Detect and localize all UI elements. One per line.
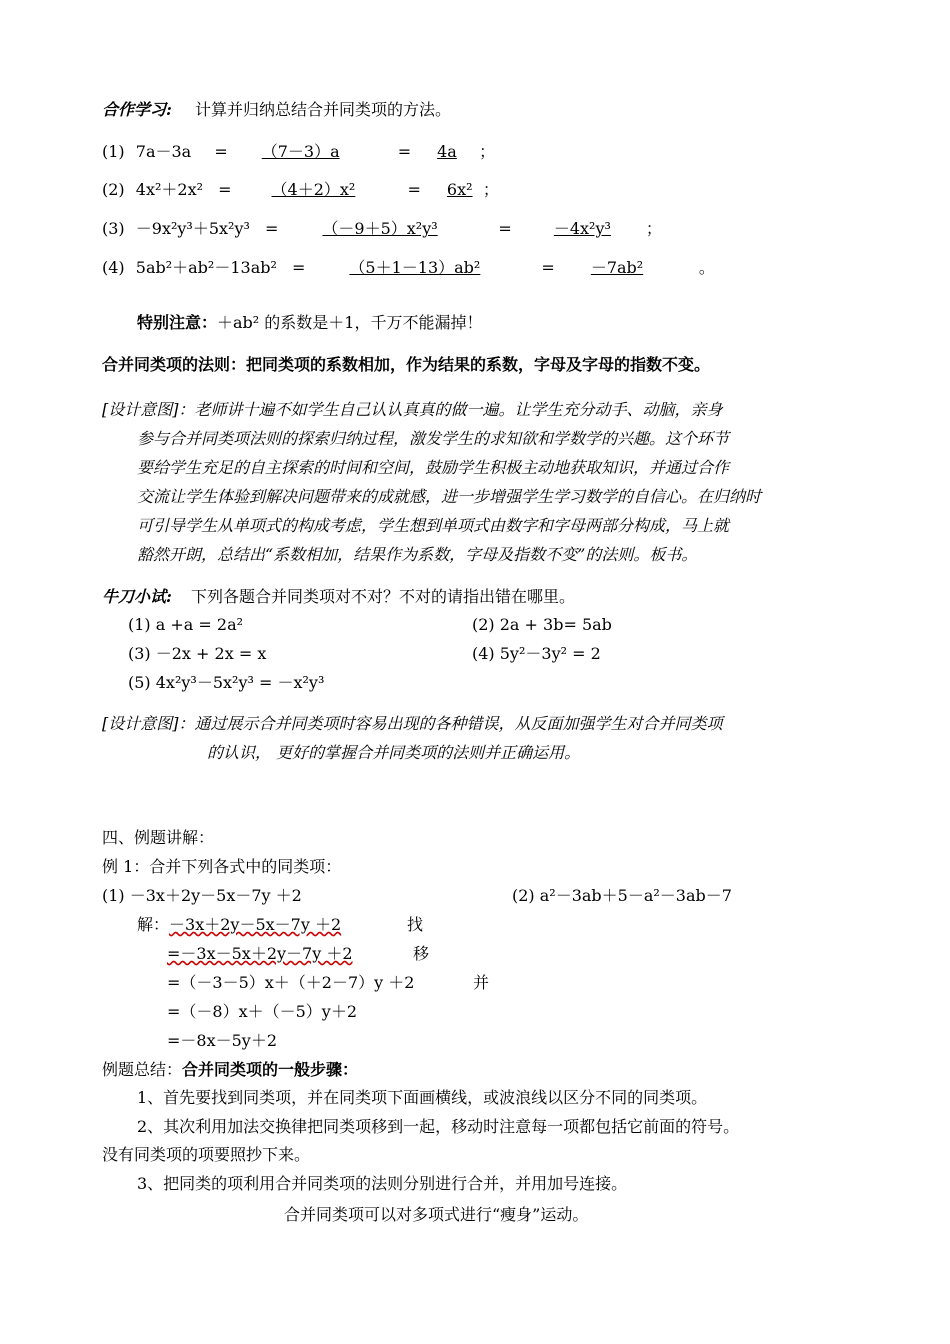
equals: =	[265, 219, 279, 238]
summary-item: 2、其次利用加法交换律把同类项移到一起，移动时注意每一项都包括它前面的符号。	[137, 1117, 740, 1136]
step-expr: =（－3－5）x＋（＋2－7）y ＋2	[167, 973, 415, 992]
equals: =	[407, 180, 421, 199]
design-intent-line: [设计意图]：通过展示合并同类项时容易出现的各种错误，从反面加强学生对合并同类项	[102, 714, 723, 733]
trial-item: (3) －2x + 2x = x	[128, 644, 267, 663]
summary-item: 1、首先要找到同类项，并在同类项下面画横线，或波浪线以区分不同的同类项。	[137, 1088, 708, 1107]
design-intent-line: 豁然开朗，总结出“系数相加，结果作为系数，字母及指数不变”的法则。板书。	[137, 545, 698, 564]
item-expr: －9x²y³＋5x²y³	[135, 219, 250, 238]
example-title: 例 1：合并下列各式中的同类项：	[102, 857, 342, 876]
equals: =	[214, 142, 228, 161]
coop-item-4	[102, 258, 715, 278]
closing-line: 合并同类项可以对多项式进行“瘦身”运动。	[284, 1205, 589, 1224]
solution-step-3	[167, 973, 490, 993]
equals: =	[498, 219, 512, 238]
item-num: (2)	[102, 180, 125, 199]
trial-heading	[102, 587, 575, 607]
coop-text: 计算并归纳总结合并同类项的方法。	[195, 100, 452, 119]
trial-text: 下列各题合并同类项对不对？不对的请指出错在哪里。	[191, 587, 576, 606]
trial-item: (4) 5y²－3y² = 2	[472, 644, 601, 663]
trial-item: (1) a +a = 2a²	[128, 615, 244, 634]
coop-item-1	[102, 142, 495, 162]
equals: =	[218, 180, 232, 199]
example-question-2: (2) a²－3ab＋5－a²－3ab－7	[512, 886, 732, 905]
summary-heading	[102, 1060, 358, 1080]
design-intent-line: 要给学生充足的自主探索的时间和空间，鼓励学生积极主动地获取知识，并通过合作	[137, 458, 730, 477]
item-res: －4x²y³	[553, 219, 611, 238]
trial-label: 牛刀小试:	[102, 587, 172, 606]
trial-item: (2) 2a + 3b= 5ab	[472, 615, 612, 634]
item-expr: 7a－3a	[135, 142, 192, 161]
punct: 。	[698, 258, 715, 277]
item-num: (4)	[102, 258, 125, 277]
solution-step-5	[167, 1031, 277, 1051]
item-res: 6x²	[446, 180, 473, 199]
item-expr: 4x²＋2x²	[135, 180, 204, 199]
step-expr: －3x＋2y－5x－7y ＋2	[169, 915, 342, 934]
coop-label: 合作学习:	[102, 100, 172, 119]
design-intent-line: [设计意图]：老师讲十遍不如学生自己认认真真的做一遍。让学生充分动手、动脑，亲身	[102, 400, 723, 419]
item-mid: （4＋2）x²	[271, 180, 356, 199]
punct: ；	[479, 142, 496, 161]
step-expr: =（－8）x＋（－5）y＋2	[167, 1002, 358, 1021]
item-mid: （5＋1－13）ab²	[349, 258, 481, 277]
punct: ；	[482, 180, 499, 199]
item-res: －7ab²	[590, 258, 644, 277]
design-intent-line: 交流让学生体验到解决问题带来的成就感，进一步增强学生学习数学的自信心。在归纳时	[137, 487, 762, 506]
note-label: 特别注意：	[137, 313, 218, 332]
summary-item: 3、把同类的项利用合并同类项的法则分别进行合并，并用加号连接。	[137, 1174, 628, 1193]
item-expr: 5ab²＋ab²－13ab²	[135, 258, 277, 277]
trial-item: (5) 4x²y³－5x²y³ = －x²y³	[128, 673, 325, 692]
step-tag: 移	[413, 944, 430, 963]
summary-item: 没有同类项的项要照抄下来。	[102, 1145, 311, 1164]
summary-label: 例题总结：	[102, 1060, 183, 1079]
coop-item-2	[102, 180, 499, 200]
solution-step-1	[137, 915, 424, 935]
design-intent-line: 可引导学生从单项式的构成考虑，学生想到单项式由数字和字母两部分构成，马上就	[137, 516, 730, 535]
solution-step-4	[167, 1002, 357, 1022]
special-note	[137, 313, 482, 333]
solution-label: 解：	[137, 915, 170, 934]
merge-rule: 合并同类项的法则：把同类项的系数相加，作为结果的系数，字母及字母的指数不变。	[102, 355, 711, 374]
equals: =	[397, 142, 412, 161]
section-title: 四、例题讲解：	[102, 828, 215, 847]
item-res: 4a	[437, 142, 457, 161]
item-mid: （－9＋5）x²y³	[322, 219, 438, 238]
item-num: (3)	[102, 219, 125, 238]
solution-step-2	[167, 944, 430, 964]
summary-title: 合并同类项的一般步骤：	[182, 1060, 359, 1079]
punct: ；	[645, 219, 662, 238]
equals: =	[292, 258, 306, 277]
note-text: ＋ab² 的系数是＋1，千万不能漏掉！	[217, 313, 483, 332]
step-expr: =－8x－5y＋2	[167, 1031, 278, 1050]
coop-heading	[102, 100, 451, 120]
coop-item-3	[102, 219, 662, 239]
step-expr: =－3x－5x＋2y－7y ＋2	[167, 944, 353, 963]
step-tag: 并	[473, 973, 490, 992]
step-tag: 找	[407, 915, 424, 934]
design-intent-line: 参与合并同类项法则的探索归纳过程，激发学生的求知欲和学数学的兴趣。这个环节	[137, 429, 730, 448]
equals: =	[541, 258, 555, 277]
item-num: (1)	[102, 142, 125, 161]
design-intent-line: 的认识， 更好的掌握合并同类项的法则并正确运用。	[207, 743, 581, 762]
example-question-1: (1) －3x＋2y－5x－7y ＋2	[102, 886, 302, 905]
item-mid: （7－3）a	[261, 142, 340, 161]
